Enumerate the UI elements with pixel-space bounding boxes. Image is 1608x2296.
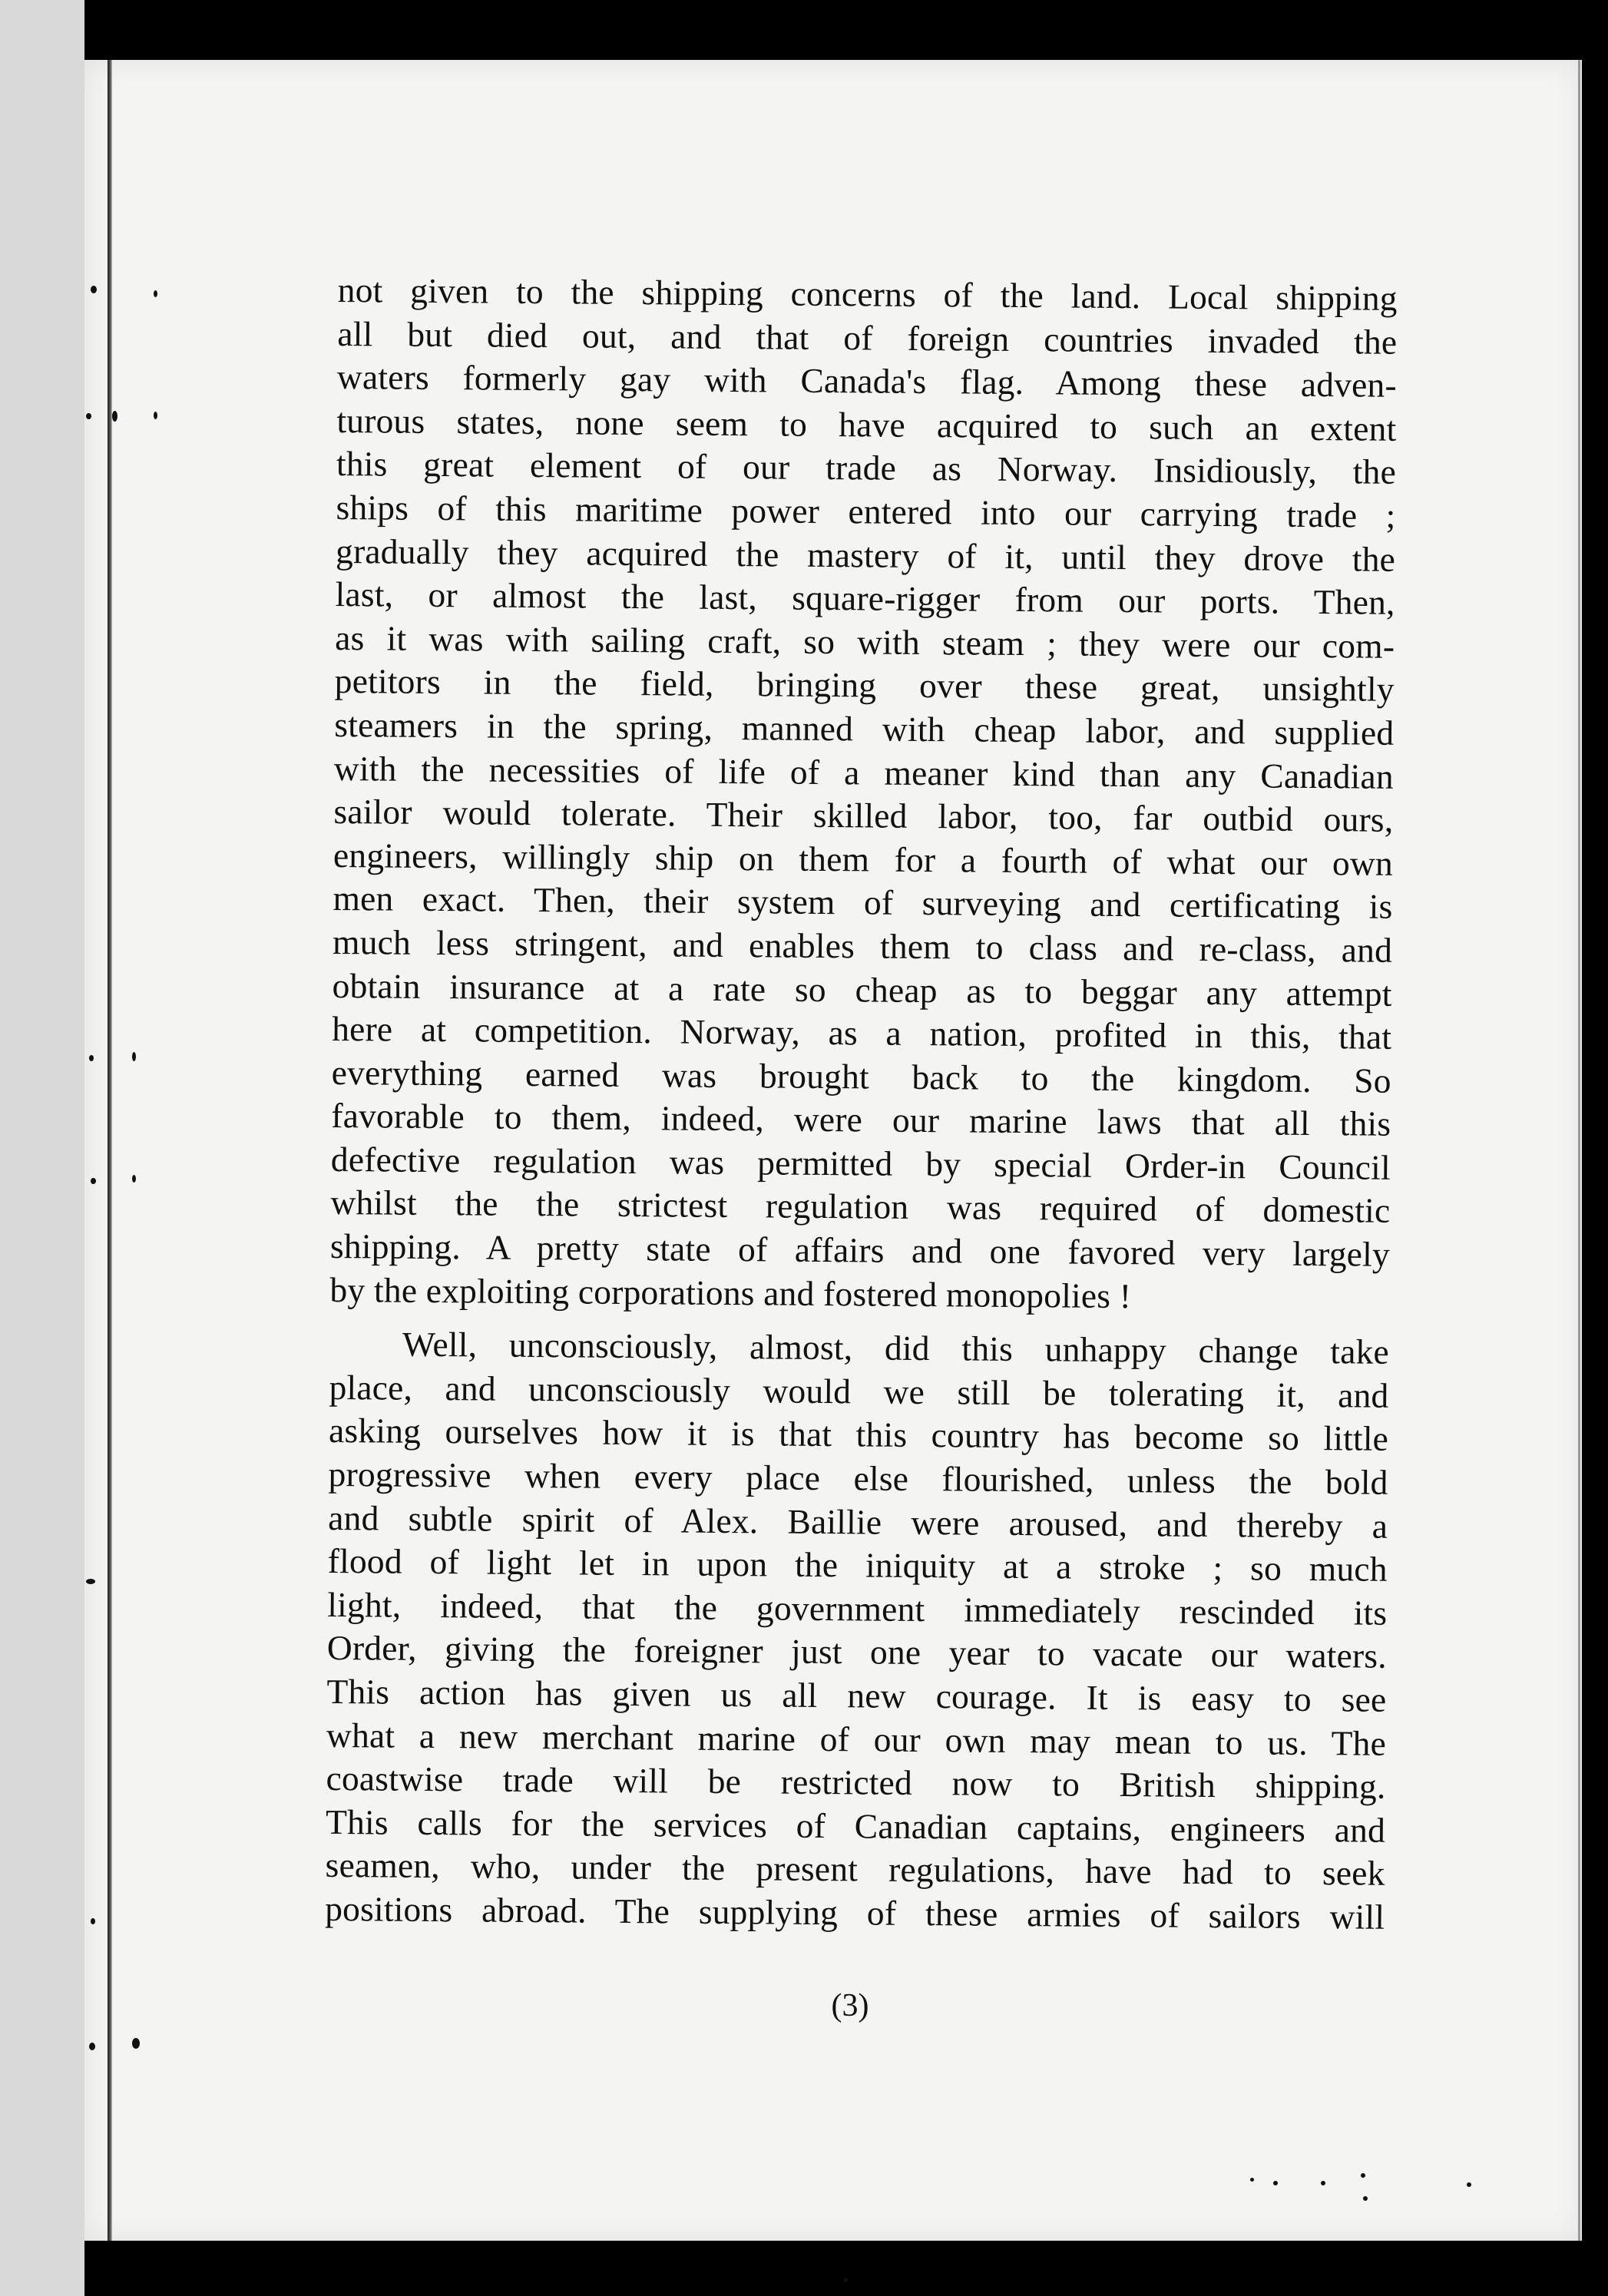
text-line: much less stringent, and enables them to class and re-class, and — [332, 921, 1393, 970]
page-number — [0, 1987, 1608, 2024]
text-line: what a new merchant marine of our own may mean to us. The — [326, 1715, 1387, 1763]
scan-speck — [91, 286, 97, 293]
text-line: whilst the the strictest regulation was required of domestic — [330, 1183, 1391, 1231]
scan-speck — [1467, 2182, 1471, 2187]
scan-speck — [132, 1175, 136, 1183]
text-line: light, indeed, that the government immediately rescinded its — [327, 1584, 1388, 1633]
scanner-margin — [0, 0, 84, 2296]
scan-speck — [91, 1918, 95, 1924]
scan-speck — [132, 1052, 136, 1061]
text-line: men exact. Then, their system of surveying and certificating is — [333, 878, 1393, 927]
scan-speck — [112, 411, 117, 422]
scan-speck — [132, 2038, 140, 2049]
text-line: engineers, willingly ship on them for a fourth of what our own — [333, 835, 1394, 883]
text-line: seamen, who, under the present regulations, have had to seek — [325, 1845, 1385, 1894]
text-line: turous states, none seem to have acquired to such an extent — [336, 400, 1397, 448]
text-line: obtain insurance at a rate so cheap as to beggar any attempt — [332, 965, 1392, 1014]
scan-speck — [1321, 2181, 1325, 2185]
paragraph — [325, 1322, 1389, 1939]
text-line: Well, unconsciously, almost, did this unhappy change take — [402, 1324, 1390, 1372]
scan-speck — [89, 2043, 95, 2050]
text-line: positions abroad. The supplying of these armies of sailors will — [325, 1888, 1385, 1937]
text-line: petitors in the field, bringing over these great, unsightly — [334, 661, 1395, 710]
scan-speck — [86, 413, 91, 419]
text-line: all but died out, and that of foreign countries invaded the — [337, 313, 1398, 362]
text-line: gradually they acquired the mastery of it, until they drove the — [335, 531, 1396, 579]
text-line: and subtle spirit of Alex. Baillie were aroused, and thereby a — [328, 1497, 1388, 1546]
text-line: as it was with sailing craft, so with steam ; they were our com- — [335, 617, 1395, 666]
text-line: Order, giving the foreigner just one year to vacate our waters. — [326, 1628, 1388, 1676]
scan-speck — [89, 1055, 94, 1061]
text-line: coastwise trade will be restricted now to British shipping. — [326, 1758, 1386, 1806]
text-line: ships of this maritime power entered into our carrying trade ; — [336, 487, 1396, 535]
text-line: steamers in the spring, manned with cheap labor, and supplied — [334, 704, 1395, 753]
text-line: by the exploiting corporations and fostered monopolies ! — [329, 1269, 1132, 1315]
text-line: shipping. A pretty state of affairs and one favored very largely — [329, 1226, 1391, 1274]
text-line: This action has given us all new courage. It is easy to see — [326, 1671, 1387, 1719]
text-line: last, or almost the last, square-rigger from our ports. Then, — [335, 574, 1395, 622]
page-number-label: (3) — [831, 1988, 869, 2023]
binding-edge — [108, 60, 112, 2241]
text-line: everything earned was brought back to the kingdom. So — [331, 1052, 1391, 1100]
text-line: sailor would tolerate. Their skilled labor, too, far outbid ours, — [333, 792, 1394, 839]
text-line: This calls for the services of Canadian captains, engineers and — [325, 1801, 1386, 1850]
text-line: waters formerly gay with Canada's flag. Among these adven- — [336, 357, 1398, 405]
scan-speck — [154, 290, 157, 297]
text-line: here at competition. Norway, as a nation, profited in this, that — [332, 1009, 1392, 1057]
scan-speck — [843, 2278, 848, 2282]
text-line: progressive when every place else flourished, unless the bold — [328, 1454, 1388, 1502]
scan-speck — [1250, 2178, 1254, 2182]
text-line: not given to the shipping concerns of the land. Local shipping — [337, 270, 1398, 318]
scan-speck — [1363, 2196, 1368, 2201]
scan-speck — [86, 1579, 95, 1584]
scan-speck — [1361, 2173, 1365, 2178]
text-line: favorable to them, indeed, were our marine laws that all this — [331, 1096, 1391, 1144]
text-line: defective regulation was permitted by special Order-in Council — [330, 1139, 1391, 1187]
text-line: place, and unconsciously would we still be tolerating it, and — [329, 1367, 1389, 1415]
scan-speck — [154, 412, 157, 419]
text-line: flood of light let in upon the iniquity at a stroke ; so much — [327, 1541, 1388, 1590]
text-line: asking ourselves how it is that this country has become so little — [328, 1411, 1389, 1459]
text-line: this great element of our trade as Norway. Insidiously, the — [336, 444, 1397, 492]
paragraph — [329, 269, 1398, 1320]
scan-speck — [91, 1178, 96, 1184]
scan-speck — [1273, 2181, 1278, 2185]
body-text — [325, 269, 1398, 1939]
page-right-edge — [1578, 60, 1580, 2241]
text-line: with the necessities of life of a meaner kind than any Canadian — [333, 748, 1395, 796]
